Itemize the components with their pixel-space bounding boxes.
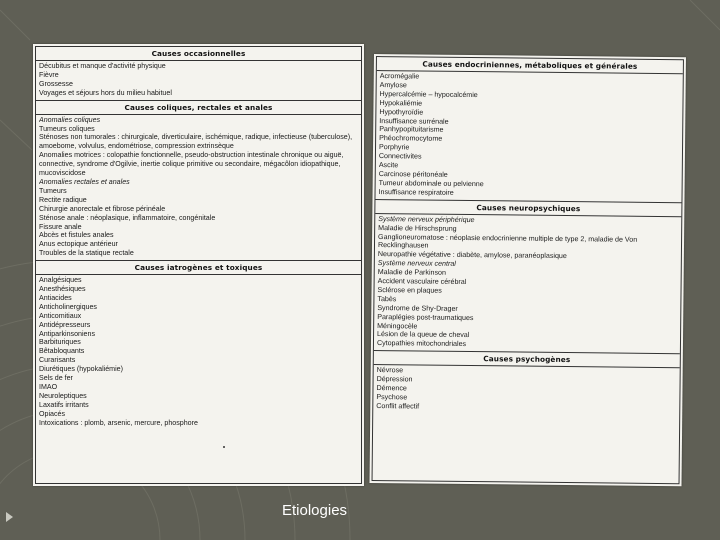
section-title: Causes neuropsychiques [375, 200, 681, 217]
list-item: Voyages et séjours hors du milieu habituel [39, 88, 172, 97]
list-item: Fissure anale [39, 222, 82, 231]
list-item: Panhypopituitarisme [379, 125, 444, 135]
slide-caption: Etiologies [282, 502, 348, 519]
list-item: Anticholinergiques [39, 302, 97, 311]
list-item: Abcès et fistules anales [39, 231, 114, 240]
item-list [36, 115, 361, 261]
list-item: Antiparkinsoniens [39, 329, 95, 338]
speck [223, 446, 225, 448]
list-item: Cytopathies mitochondriales [376, 339, 467, 349]
section-occasional [36, 47, 361, 101]
section-endocrine [375, 57, 682, 203]
list-item: Hypokaliémie [379, 98, 423, 108]
list-item: Amylose [379, 80, 407, 90]
list-item: Démence [376, 384, 407, 393]
list-item: Opiacés [39, 409, 66, 418]
list-item: Tabès [377, 294, 397, 304]
list-item: Barbituriques [39, 338, 81, 347]
list-item: Paraplégies post-traumatiques [377, 312, 474, 322]
list-item: Ganglioneuromatose : néoplasie endocrinienne multiple de type 2, maladie de Von Recklinghausen [377, 232, 638, 250]
section-neuro [374, 200, 682, 355]
list-item: Bêtabloquants [39, 347, 85, 356]
list-item: Diurétiques (hypokaliémie) [39, 365, 123, 374]
list-item: Troubles de la statique rectale [39, 249, 134, 258]
section-psycho [373, 351, 680, 416]
item-list [36, 275, 361, 429]
list-item: Porphyrie [378, 143, 410, 152]
list-item: Acromégalie [379, 72, 420, 81]
list-item: Connectivites [378, 152, 422, 161]
section-title: Causes psychogènes [374, 351, 680, 368]
list-item: Maladie de Parkinson [377, 268, 446, 277]
list-item: Curarisants [39, 356, 76, 365]
item-list [374, 214, 681, 354]
section-title: Causes coliques, rectales et anales [36, 101, 361, 115]
list-item: Système nerveux périphérique [378, 214, 475, 224]
list-item: Tumeurs coliques [39, 124, 95, 133]
left-table-page [33, 44, 364, 486]
list-item: Méningocèle [377, 321, 418, 331]
list-item: Dépression [376, 375, 413, 384]
section-iatrogenic [36, 261, 361, 429]
list-item: Analgésiques [39, 276, 82, 285]
list-item: Anus ectopique antérieur [39, 240, 118, 249]
list-item: Décubitus et manque d'activité physique [39, 62, 166, 70]
list-item: Anticomitiaux [39, 311, 82, 320]
list-item: Rectite radique [39, 195, 87, 204]
list-item: Laxatifs irritants [39, 400, 89, 409]
section-colic [36, 101, 361, 262]
list-item: Insuffisance surrénale [379, 116, 449, 126]
list-item: Tumeur abdominale ou pelvienne [378, 178, 484, 189]
list-item: Névrose [376, 366, 404, 375]
item-list [373, 365, 679, 416]
list-item: Sclérose en plaques [377, 285, 442, 295]
list-item: IMAO [39, 383, 58, 391]
list-item: Conflit affectif [376, 401, 420, 411]
section-title: Causes endocriniennes, métaboliques et générales [377, 57, 683, 74]
list-item: Antidépresseurs [39, 320, 91, 329]
list-item: Intoxications : plomb, arsenic, mercure, phosphore [39, 418, 198, 427]
list-item: Lésion de la queue de cheval [377, 330, 470, 340]
list-item: Syndrome de Shy-Drager [377, 303, 458, 313]
list-item: Hypothyroïdie [379, 107, 424, 117]
list-item: Neuroleptiques [39, 391, 87, 400]
list-item: Anomalies coliques [39, 115, 101, 124]
list-item: Fièvre [39, 70, 59, 79]
section-title: Causes occasionnelles [36, 47, 361, 61]
list-item: Insuffisance respiratoire [378, 187, 454, 197]
list-item: Anomalies motrices : colopathie fonctionnelle, pseudo-obstruction intestinale chronique ou aiguë, connective, syndrome d'Ogilvie, inertie colique primitive ou secondaire, mégacôlon idiopathique, mucoviscidose [39, 151, 344, 178]
list-item: Ascite [378, 161, 399, 170]
list-item: Phéochromocytome [379, 134, 443, 144]
list-item: Chirurgie anorectale et fibrose périnéale [39, 204, 166, 213]
list-item: Anomalies rectales et anales [39, 177, 130, 186]
list-item: Antiacides [39, 293, 72, 302]
slide-bullet-icon [6, 512, 13, 522]
list-item: Accident vasculaire cérébral [377, 277, 467, 287]
section-title: Causes iatrogènes et toxiques [36, 261, 361, 275]
left-table [35, 46, 362, 484]
list-item: Carcinose péritonéale [378, 170, 448, 179]
right-table [372, 56, 684, 484]
list-item: Anesthésiques [39, 285, 86, 294]
list-item: Neuropathie végétative : diabète, amylose, paranéoplasique [377, 250, 567, 261]
list-item: Sténoses non tumorales : chirurgicale, diverticulaire, ischémique, radique, infectieuse (tuberculose), amoebome, volvulus, endométriose, compression extrinsèque [39, 133, 353, 151]
list-item: Psychose [376, 393, 408, 402]
list-item: Maladie de Hirschsprung [378, 223, 457, 233]
list-item: Sténose anale : néoplasique, inflammatoire, congénitale [39, 213, 216, 222]
list-item: Tumeurs [39, 186, 67, 195]
list-item: Sels de fer [39, 374, 73, 383]
list-item: Système nerveux central [377, 259, 456, 269]
right-table-page [370, 54, 686, 486]
list-item: Hypercalcémie – hypocalcémie [379, 89, 478, 99]
item-list [375, 71, 682, 202]
list-item: Grossesse [39, 79, 73, 88]
item-list [36, 61, 361, 100]
